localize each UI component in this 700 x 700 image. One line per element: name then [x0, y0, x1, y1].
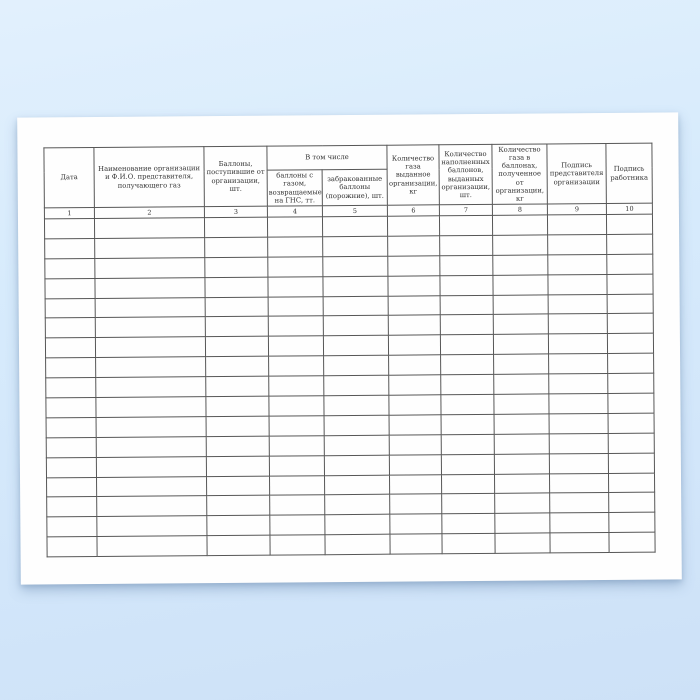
empty-cell	[324, 375, 389, 395]
empty-cell	[493, 295, 548, 315]
empty-cell	[606, 214, 652, 234]
empty-cell	[269, 396, 324, 416]
empty-cell	[205, 317, 268, 337]
empty-cell	[270, 495, 325, 515]
empty-cell	[45, 258, 95, 278]
empty-cell	[608, 373, 654, 393]
empty-cell	[324, 435, 389, 455]
empty-cell	[389, 454, 441, 474]
empty-cell	[324, 455, 389, 475]
empty-cell	[440, 295, 493, 315]
empty-cell	[609, 493, 655, 513]
empty-cell	[389, 375, 441, 395]
empty-cell	[97, 516, 207, 537]
empty-cell	[442, 534, 495, 554]
empty-cell	[609, 512, 655, 532]
empty-cell	[608, 353, 654, 373]
empty-cell	[548, 274, 607, 294]
empty-cell	[46, 398, 96, 418]
empty-cell	[548, 234, 607, 254]
empty-cell	[494, 454, 549, 474]
empty-cell	[493, 334, 548, 354]
empty-cell	[549, 354, 608, 374]
empty-cell	[325, 495, 390, 515]
empty-cell	[324, 415, 389, 435]
empty-cell	[549, 453, 608, 473]
empty-cell	[324, 475, 389, 495]
empty-cell	[493, 255, 548, 275]
empty-cell	[205, 257, 268, 277]
empty-cell	[389, 355, 441, 375]
empty-cell	[388, 236, 440, 256]
header-group-including: В том числе	[267, 145, 387, 170]
empty-cell	[47, 537, 97, 557]
empty-cell	[495, 493, 550, 513]
empty-cell	[550, 513, 609, 533]
empty-cell	[323, 336, 388, 356]
empty-cell	[268, 336, 323, 356]
empty-cell	[548, 334, 607, 354]
empty-cell	[493, 314, 548, 334]
empty-cell	[547, 214, 606, 234]
empty-cell	[269, 416, 324, 436]
empty-cell	[206, 456, 269, 476]
empty-cell	[495, 513, 550, 533]
empty-cell	[95, 277, 205, 298]
empty-cell	[325, 515, 390, 535]
empty-cell	[440, 335, 493, 355]
empty-cell	[607, 333, 653, 353]
empty-cell	[494, 394, 549, 414]
empty-cell	[324, 355, 389, 375]
empty-cell	[269, 435, 324, 455]
empty-cell	[47, 517, 97, 537]
header-gas-received-qty: Количество газа в баллонах, полученное от организации, кг	[492, 144, 547, 204]
empty-cell	[550, 473, 609, 493]
empty-cell	[45, 338, 95, 358]
empty-cell	[442, 494, 495, 514]
empty-cell	[441, 414, 494, 434]
column-number-cell: 4	[267, 206, 322, 217]
empty-cell	[495, 533, 550, 553]
column-number-cell: 10	[606, 203, 652, 214]
empty-cell	[388, 335, 440, 355]
empty-cell	[549, 413, 608, 433]
empty-cell	[442, 514, 495, 534]
empty-cell	[269, 376, 324, 396]
column-number-cell: 2	[94, 207, 204, 219]
empty-cell	[46, 437, 96, 457]
empty-cell	[390, 534, 442, 554]
empty-cell	[45, 298, 95, 318]
empty-cell	[96, 417, 206, 438]
empty-cell	[549, 433, 608, 453]
empty-cell	[441, 434, 494, 454]
empty-cell	[608, 413, 654, 433]
empty-cell	[495, 474, 550, 494]
empty-cell	[268, 276, 323, 296]
empty-cell	[46, 378, 96, 398]
empty-cell	[550, 493, 609, 513]
column-number-cell: 3	[204, 206, 267, 217]
empty-cell	[494, 434, 549, 454]
empty-cell	[607, 254, 653, 274]
empty-cell	[389, 435, 441, 455]
empty-cell	[607, 234, 653, 254]
empty-cell	[441, 394, 494, 414]
column-number-cell: 8	[492, 204, 547, 215]
empty-cell	[388, 256, 440, 276]
empty-cell	[268, 316, 323, 336]
empty-cell	[269, 455, 324, 475]
empty-cell	[46, 457, 96, 477]
empty-cell	[45, 238, 95, 258]
empty-cell	[207, 535, 270, 555]
empty-cell	[390, 514, 442, 534]
empty-cell	[441, 374, 494, 394]
empty-cell	[388, 295, 440, 315]
empty-cell	[493, 235, 548, 255]
empty-cell	[97, 536, 207, 557]
empty-cell	[322, 216, 387, 236]
empty-cell	[96, 397, 206, 418]
empty-cell	[440, 315, 493, 335]
empty-cell	[97, 496, 207, 517]
header-cylinders-received: Баллоны, поступившие от организации, шт.	[204, 146, 267, 206]
empty-cell	[95, 317, 205, 338]
blank-row	[47, 532, 655, 557]
empty-cell	[324, 395, 389, 415]
empty-cell	[268, 256, 323, 276]
header-date: Дата	[44, 148, 94, 208]
empty-cell	[46, 417, 96, 437]
column-number-cell: 7	[439, 204, 492, 215]
empty-cell	[95, 337, 205, 358]
empty-cell	[97, 476, 207, 497]
empty-cell	[548, 254, 607, 274]
empty-cell	[269, 356, 324, 376]
empty-cell	[95, 238, 205, 259]
empty-cell	[206, 476, 269, 496]
empty-cell	[548, 314, 607, 334]
empty-cell	[608, 453, 654, 473]
empty-cell	[439, 215, 492, 235]
empty-cell	[323, 236, 388, 256]
empty-cell	[207, 496, 270, 516]
empty-cell	[390, 474, 442, 494]
empty-cell	[389, 395, 441, 415]
column-number-cell: 9	[547, 203, 606, 214]
empty-cell	[390, 494, 442, 514]
empty-cell	[440, 275, 493, 295]
empty-cell	[549, 374, 608, 394]
empty-cell	[269, 475, 324, 495]
header-row-main	[44, 143, 652, 172]
empty-cell	[388, 315, 440, 335]
column-number-cell: 6	[387, 205, 439, 216]
empty-cell	[387, 216, 439, 236]
empty-cell	[440, 235, 493, 255]
empty-cell	[608, 393, 654, 413]
empty-cell	[441, 454, 494, 474]
empty-cell	[96, 357, 206, 378]
empty-cell	[492, 215, 547, 235]
empty-cell	[550, 533, 609, 553]
header-rejected-cylinders: забракованные баллоны (порожние), шт.	[322, 169, 387, 206]
empty-cell	[206, 356, 269, 376]
empty-cell	[205, 336, 268, 356]
empty-cell	[267, 217, 322, 237]
header-representative-signature: Подпись представителя организации	[547, 143, 606, 203]
empty-cell	[46, 358, 96, 378]
empty-cell	[45, 318, 95, 338]
empty-cell	[607, 274, 653, 294]
empty-cell	[204, 217, 267, 237]
empty-cell	[47, 497, 97, 517]
empty-cell	[270, 515, 325, 535]
empty-cell	[389, 415, 441, 435]
header-cylinders-with-gas: баллоны с газом, возвращаемые на ГНС, тт.	[268, 171, 322, 205]
empty-cell	[270, 535, 325, 555]
empty-cell	[205, 297, 268, 317]
empty-cell	[206, 416, 269, 436]
empty-cell	[607, 294, 653, 314]
column-number-cell: 5	[322, 205, 387, 217]
empty-cell	[323, 316, 388, 336]
empty-cell	[609, 532, 655, 552]
header-gas-issued-qty: Количество газа выданное организации, кг	[387, 145, 439, 205]
form-sheet	[17, 112, 682, 584]
empty-cell	[607, 314, 653, 334]
header-worker-signature: Подпись работника	[606, 143, 652, 203]
empty-cell	[94, 218, 204, 239]
empty-cell	[609, 473, 655, 493]
empty-cell	[206, 376, 269, 396]
empty-cell	[323, 256, 388, 276]
empty-cell	[96, 456, 206, 477]
empty-cell	[96, 436, 206, 457]
empty-cell	[493, 275, 548, 295]
empty-cell	[388, 275, 440, 295]
gas-cylinder-issue-log-table	[43, 143, 655, 558]
empty-cell	[440, 255, 493, 275]
empty-cell	[96, 377, 206, 398]
header-organization-name: Наименование организации и Ф.И.О. представителя, получающего газ	[94, 147, 204, 208]
empty-cell	[205, 277, 268, 297]
header-filled-cylinders-issued: Количество наполненных баллонов, выданных организации, шт.	[439, 144, 492, 204]
empty-cell	[548, 294, 607, 314]
empty-cell	[95, 297, 205, 318]
empty-cell	[268, 296, 323, 316]
empty-cell	[323, 276, 388, 296]
empty-cell	[206, 396, 269, 416]
empty-cell	[494, 354, 549, 374]
empty-cell	[608, 433, 654, 453]
empty-cell	[494, 374, 549, 394]
table-body	[44, 214, 655, 557]
empty-cell	[494, 414, 549, 434]
empty-cell	[549, 393, 608, 413]
empty-cell	[206, 436, 269, 456]
table-header	[44, 143, 653, 219]
empty-cell	[47, 477, 97, 497]
empty-cell	[442, 474, 495, 494]
empty-cell	[205, 237, 268, 257]
empty-cell	[44, 218, 94, 238]
empty-cell	[45, 278, 95, 298]
empty-cell	[268, 237, 323, 257]
empty-cell	[207, 515, 270, 535]
empty-cell	[323, 296, 388, 316]
empty-cell	[95, 257, 205, 278]
empty-cell	[325, 534, 390, 554]
empty-cell	[441, 355, 494, 375]
column-number-cell: 1	[44, 207, 94, 218]
